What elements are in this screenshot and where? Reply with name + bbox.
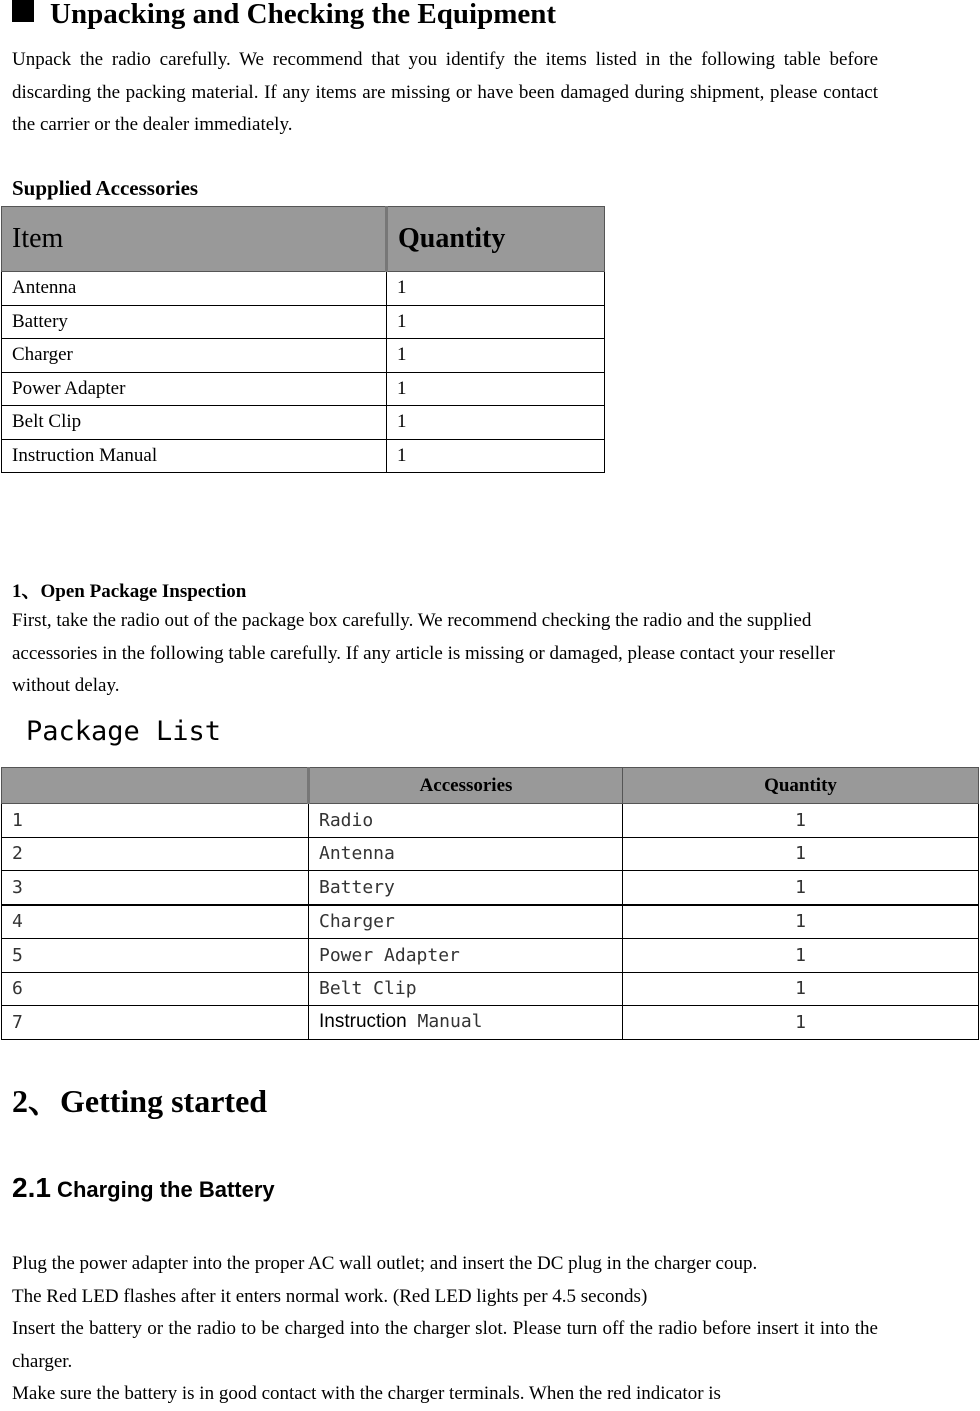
quantity-cell: 1 [623,1006,979,1040]
supplied-accessories-table [1,206,605,473]
number-cell: 5 [2,939,309,973]
table-header-row [2,207,605,272]
quantity-cell: 1 [387,305,605,339]
table-row [2,272,605,306]
quantity-cell: 1 [623,804,979,838]
column-header-quantity: Quantity [623,768,979,804]
item-cell: Belt Clip [2,406,387,440]
section21-text: Charging the Battery [50,1177,275,1202]
section1-title: 1、Open Package Inspection [12,581,247,602]
section1-text: First, take the radio out of the package box carefully. We recommend checking the radio and the supplied accessories in the following table carefully. If any article is missing or damaged, please contact your reseller without delay. [12,610,835,696]
accessory-cell: Charger [309,905,623,939]
section21-number: 2.1 [12,1172,51,1203]
table-row [2,972,979,1006]
number-cell: 7 [2,1006,309,1040]
item-cell: Instruction Manual [2,439,387,473]
quantity-cell: 1 [387,439,605,473]
number-cell: 1 [2,804,309,838]
column-header-quantity: Quantity [387,207,605,272]
number-cell: 2 [2,837,309,871]
quantity-cell: 1 [623,837,979,871]
accessory-text-part: Instruction [319,1011,407,1033]
item-cell: Power Adapter [2,372,387,406]
table-row [2,905,979,939]
number-cell: 3 [2,871,309,905]
package-list-table [1,767,979,1040]
quantity-cell: 1 [623,905,979,939]
table-row [2,804,979,838]
item-cell: Charger [2,339,387,373]
item-cell: Antenna [2,272,387,306]
table-row [2,939,979,973]
table-row [2,406,605,440]
section1-paragraph [12,605,882,703]
accessory-cell: Antenna [309,837,623,871]
section21-line: Plug the power adapter into the proper AC wall outlet; and insert the DC plug in the charger coup. [12,1253,758,1274]
column-header-number [2,768,309,804]
accessory-cell: Power Adapter [309,939,623,973]
intro-paragraph [12,44,878,142]
accessory-cell: Battery [309,871,623,905]
quantity-cell: 1 [387,272,605,306]
column-header-item: Item [2,207,387,272]
column-header-accessories: Accessories [309,768,623,804]
quantity-cell: 1 [623,871,979,905]
table-row [2,439,605,473]
section21-title [12,1172,275,1204]
section21-line: Insert the battery or the radio to be charged into the charger slot. Please turn off the radio before insert it into the charger. [12,1318,878,1372]
accessory-cell [309,1006,623,1040]
page-heading-text: Unpacking and Checking the Equipment [50,0,557,30]
section21-paragraph [12,1248,878,1411]
table-row [2,871,979,905]
table-row [2,339,605,373]
accessory-cell: Belt Clip [309,972,623,1006]
quantity-cell: 1 [387,406,605,440]
square-bullet-icon [12,0,34,22]
accessory-cell: Radio [309,804,623,838]
table-row [2,372,605,406]
table-row [2,305,605,339]
table-header-row [2,768,979,804]
item-cell: Battery [2,305,387,339]
number-cell: 4 [2,905,309,939]
quantity-cell: 1 [387,339,605,373]
section21-line: Make sure the battery is in good contact with the charger terminals. When the red indicator is [12,1383,721,1404]
number-cell: 6 [2,972,309,1006]
quantity-cell: 1 [623,972,979,1006]
package-list-title: Package List [26,716,222,747]
table-row [2,1006,979,1040]
page-heading [12,0,556,34]
quantity-cell: 1 [623,939,979,973]
table-row [2,837,979,871]
accessory-text-part: Manual [406,1011,483,1033]
intro-text: Unpack the radio carefully. We recommend that you identify the items listed in the following table before discarding the packing material. If any items are missing or have been damaged during shipment, please contact the carrier or the dealer immediately. [12,49,878,135]
section21-line: The Red LED flashes after it enters normal work. (Red LED lights per 4.5 seconds) [12,1285,648,1307]
quantity-cell: 1 [387,372,605,406]
supplied-accessories-title: Supplied Accessories [12,176,199,200]
section2-title: 2、Getting started [12,1083,268,1119]
